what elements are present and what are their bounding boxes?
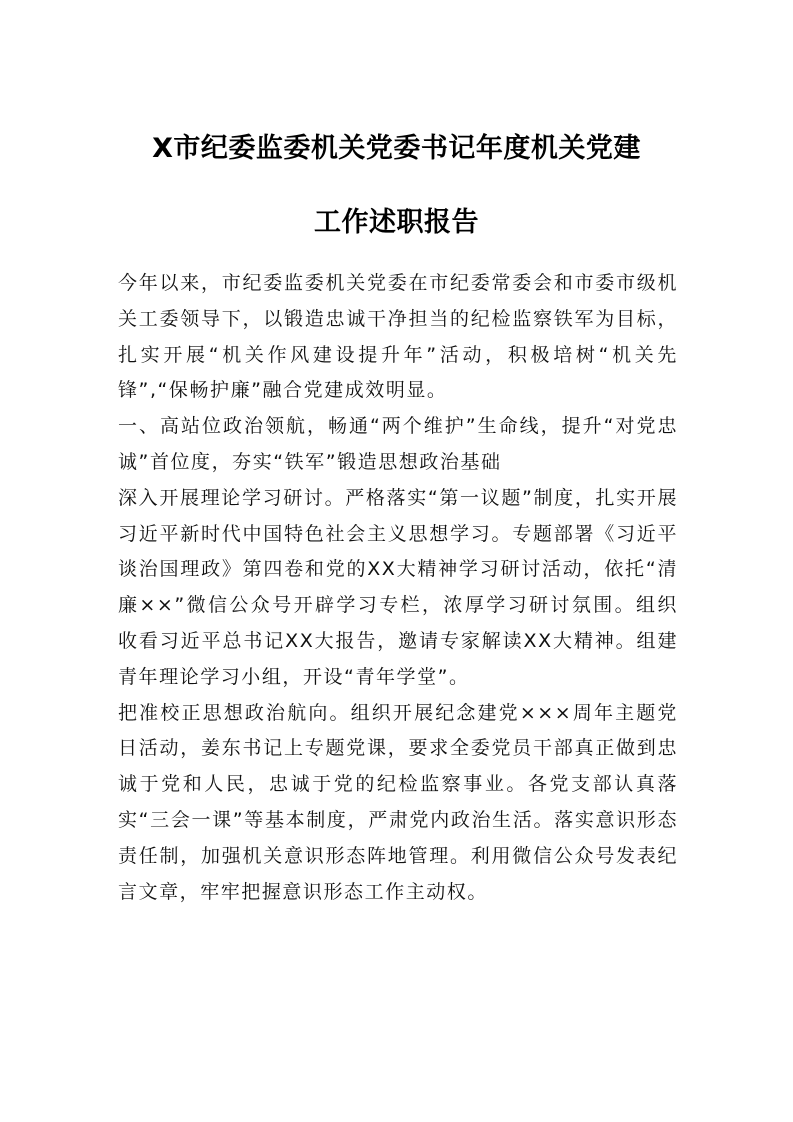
body-paragraph-theory-study: 深入开展理论学习研讨。严格落实“第一议题”制度，扎实开展习近平新时代中国特色社会主义思想学习。专题部署《习近平谈治国理政》第四卷和党的XX大精神学习研讨活动，依托“清廉××”微信公众号开辟学习专栏，浓厚学习研讨氛围。组织收看习近平总书记XX大报告，邀请专家解读XX大精神。组建青年理论学习小组，开设“青年学堂”。 — [118, 486, 678, 688]
document-body — [118, 266, 678, 910]
body-paragraph-political-direction: 把准校正思想政治航向。组织开展纪念建党×××周年主题党日活动，姜东书记上专题党课，要求全委党员干部真正做到忠诚于党和人民，忠诚于党的纪检监察事业。各党支部认真落实“三会一课”等基本制度，严肃党内政治生活。落实意识形态责任制，加强机关意识形态阵地管理。利用微信公众号发表纪言文章，牢牢把握意识形态工作主动权。 — [118, 701, 678, 903]
document-title-line-2: 工作述职报告 — [314, 207, 479, 238]
document-title-line-1: X市纪委监委机关党委书记年度机关党建 — [152, 133, 641, 164]
section-heading-1: 一、高站位政治领航，畅通“两个维护”生命线，提升“对党忠诚”首位度，夯实“铁军”锻造思想政治基础 — [118, 415, 678, 473]
intro-paragraph: 今年以来，市纪委监委机关党委在市纪委常委会和市委市级机关工委领导下，以锻造忠诚干净担当的纪检监察铁军为目标，扎实开展“机关作风建设提升年”活动，积极培树“机关先锋”,“保畅护廉”融合党建成效明显。 — [118, 272, 678, 402]
